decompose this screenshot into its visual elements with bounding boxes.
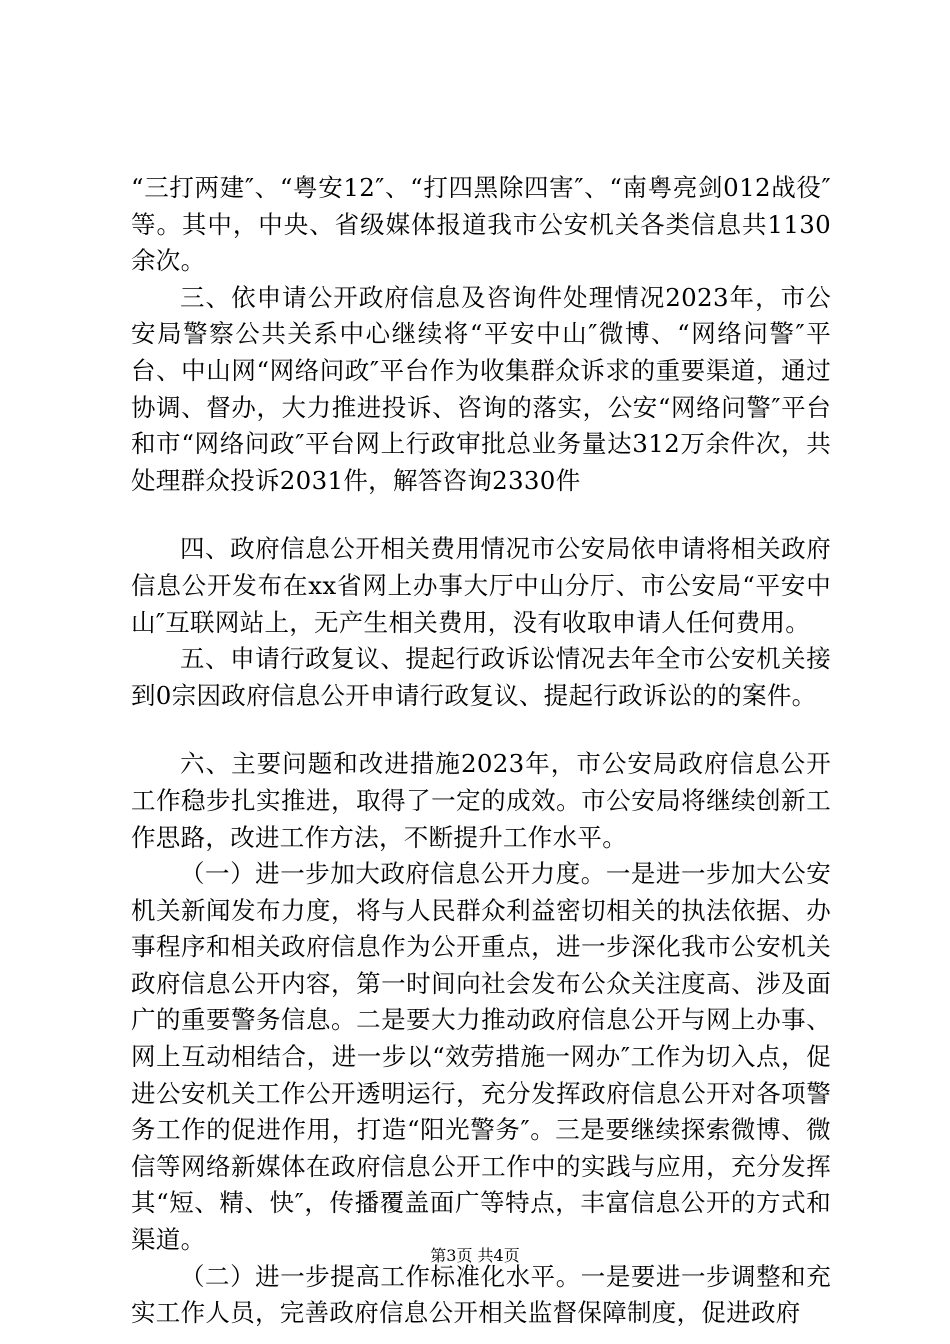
paragraph-section-6: 六、主要问题和改进措施2023年，市公安局政府信息公开工作稳步扎实推进，取得了一定的成效。市公安局将继续创新工作思路，改进工作方法，不断提升工作水平。	[131, 749, 831, 852]
paragraph-section-3: 三、依申请公开政府信息及咨询件处理情况2023年，市公安局警察公共关系中心继续将“平安中山″微博、“网络问警″平台、中山网“网络问政″平台作为收集群众诉求的重要渠道，通过协调、督办，大力推进投诉、咨询的落实，公安“网络问警″平台和市“网络问政″平台网上行政审批总业务量达312万余件次，共处理群众投诉2031件，解答咨询2330件	[131, 282, 831, 495]
paragraph-measure-2: （二）进一步提高工作标准化水平。一是要进一步调整和充实工作人员，完善政府信息公开相关监督保障制度，促进政府	[131, 1261, 831, 1328]
paragraph-continuation: “三打两建″、“粤安12″、“打四黑除四害″、“南粤亮剑012战役″等。其中，中央、省级媒体报道我市公安机关各类信息共1130余次。	[131, 173, 831, 276]
page-footer	[0, 1246, 950, 1266]
paragraph-measure-1: （一）进一步加大政府信息公开力度。一是进一步加大公安机关新闻发布力度，将与人民群众利益密切相关的执法依据、办事程序和相关政府信息作为公开重点，进一步深化我市公安机关政府信息公开内容，第一时间向社会发布公众关注度高、涉及面广的重要警务信息。二是要大力推动政府信息公开与网上办事、网上互动相结合，进一步以“效劳措施一网办″工作为切入点，促进公安机关工作公开透明运行，充分发挥政府信息公开对各项警务工作的促进作用，打造“阳光警务″。三是要继续探索微博、微信等网络新媒体在政府信息公开工作中的实践与应用，充分发挥其“短、精、快″，传播覆盖面广等特点，丰富信息公开的方式和渠道。	[131, 859, 831, 1255]
paragraph-section-4: 四、政府信息公开相关费用情况市公安局依申请将相关政府信息公开发布在xx省网上办事大厅中山分厅、市公安局“平安中山″互联网站上，无产生相关费用，没有收取申请人任何费用。	[131, 534, 831, 637]
document-body	[131, 170, 831, 1332]
paragraph-section-5: 五、申请行政复议、提起行政诉讼情况去年全市公安机关接到0宗因政府信息公开申请行政复议、提起行政诉讼的的案件。	[131, 644, 831, 710]
page-number: 第3页 共4页	[430, 1246, 520, 1265]
